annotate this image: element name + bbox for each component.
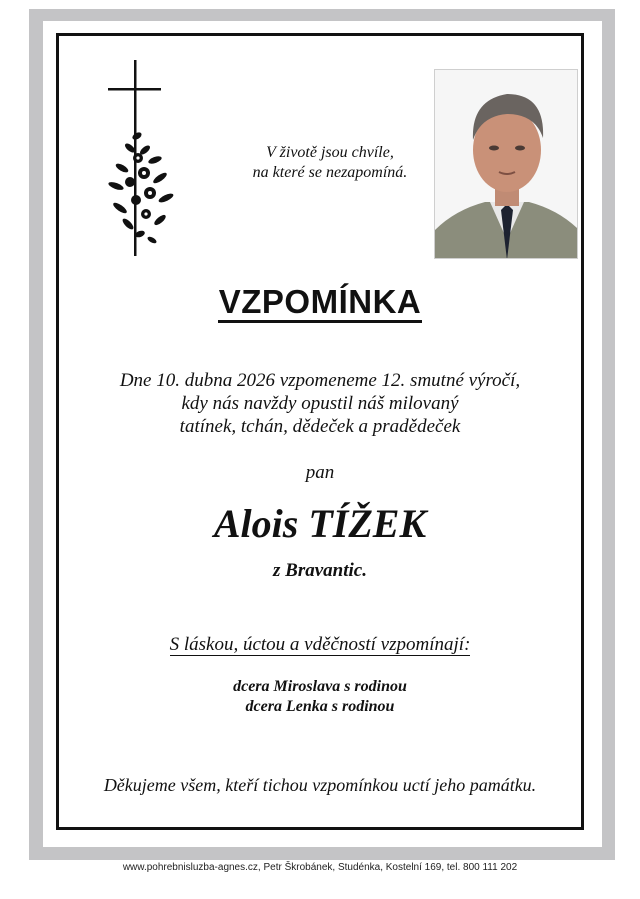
motto-line: na které se nezapomíná. bbox=[252, 164, 408, 181]
announcement-line: tatínek, tchán, dědeček a pradědeček bbox=[179, 416, 461, 437]
honorific: pan bbox=[305, 462, 335, 483]
mourner-item: dcera Miroslava s rodinou bbox=[233, 678, 407, 695]
deceased-name: Alois TÍŽEK bbox=[213, 501, 427, 546]
thanks-text: Děkujeme všem, kteří tichou vzpomínkou uctí jeho památku. bbox=[103, 775, 537, 795]
mourners-list bbox=[0, 677, 640, 717]
footer-credit: www.pohrebnisluzba-agnes.cz, Petr Škrobánek, Studénka, Kostelní 169, tel. 800 111 202 bbox=[122, 862, 518, 873]
mourner-item: dcera Lenka s rodinou bbox=[245, 698, 395, 715]
motto bbox=[232, 143, 428, 183]
portrait-photo bbox=[434, 69, 578, 259]
remembrance-heading bbox=[0, 634, 640, 656]
remembrance-text: S láskou, úctou a vděčností vzpomínají: bbox=[169, 634, 471, 655]
announcement-line: kdy nás navždy opustil náš milovaný bbox=[181, 393, 459, 414]
origin: z Bravantic. bbox=[273, 560, 367, 581]
motto-line: V životě jsou chvíle, bbox=[266, 144, 394, 161]
title-text: VZPOMÍNKA bbox=[218, 283, 423, 323]
announcement bbox=[60, 369, 580, 438]
announcement-line: Dne 10. dubna 2026 vzpomeneme 12. smutné výročí, bbox=[119, 370, 521, 391]
cross-with-flowers-icon bbox=[100, 58, 200, 268]
page-title bbox=[0, 283, 640, 321]
